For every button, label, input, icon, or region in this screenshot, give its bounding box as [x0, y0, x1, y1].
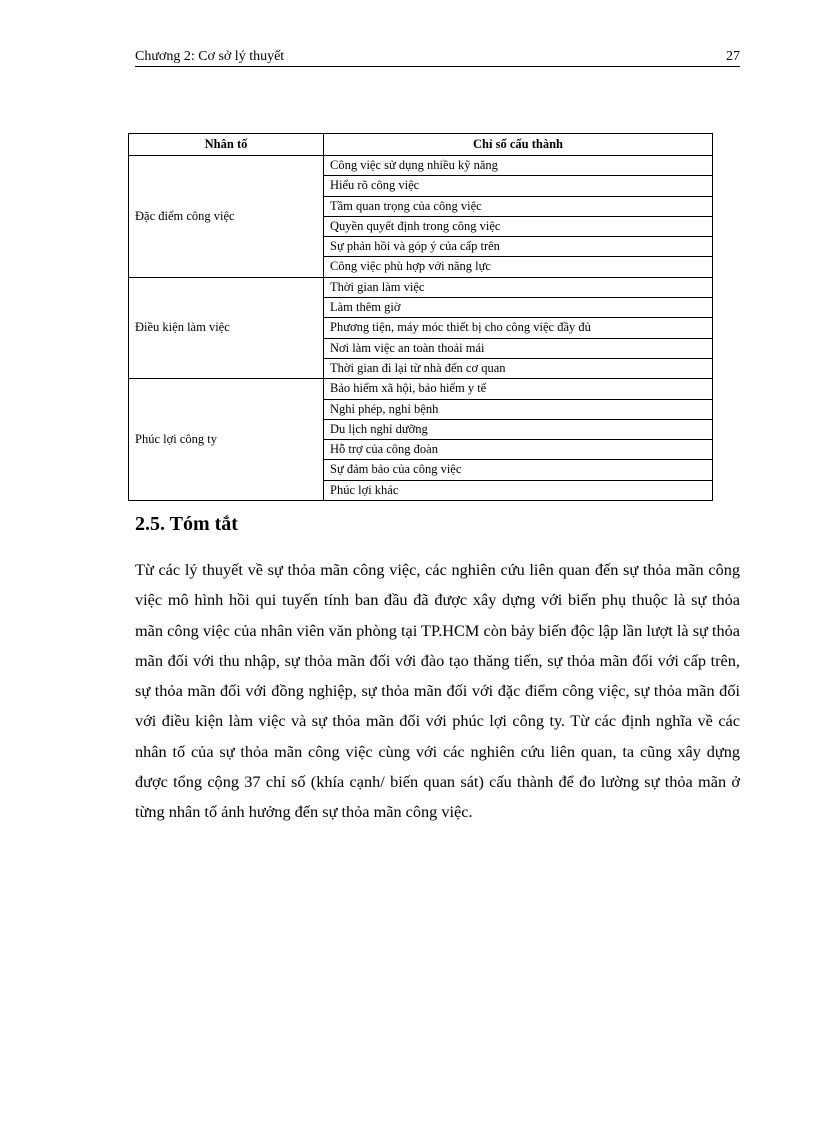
- indicator-cell: Phương tiện, máy móc thiết bị cho công việc đầy đủ: [324, 318, 713, 338]
- table-header-row: [129, 134, 713, 156]
- page-header: [135, 48, 740, 67]
- indicator-cell: Du lịch nghỉ dưỡng: [324, 419, 713, 439]
- page-number: 27: [726, 49, 740, 64]
- indicator-cell: Công việc sử dụng nhiều kỹ năng: [324, 156, 713, 176]
- indicator-cell: Sự đảm bảo của công việc: [324, 460, 713, 480]
- indicator-cell: Thời gian đi lại từ nhà đến cơ quan: [324, 358, 713, 378]
- indicator-cell: Quyền quyết định trong công việc: [324, 216, 713, 236]
- table-body: [129, 156, 713, 501]
- indicator-cell: Hỗ trợ của công đoàn: [324, 440, 713, 460]
- indicator-cell: Nơi làm việc an toàn thoải mái: [324, 338, 713, 358]
- indicator-cell: Phúc lợi khác: [324, 480, 713, 500]
- summary-paragraph: Từ các lý thuyết về sự thỏa mãn công việc, các nghiên cứu liên quan đến sự thỏa mãn công việc mô hình hồi qui tuyến tính ban đầu đã được xây dựng với biến phụ thuộc là sự thỏa mãn công việc của nhân viên văn phòng tại TP.HCM còn bảy biến độc lập lần lượt là sự thỏa mãn đối với thu nhập, sự thỏa mãn đối với đào tạo thăng tiến, sự thỏa mãn đối với cấp trên, sự thỏa mãn đối với đồng nghiệp, sự thỏa mãn đối với đặc điểm công việc, sự thỏa mãn đối với điều kiện làm việc và sự thỏa mãn đối với phúc lợi công ty. Từ các định nghĩa về các nhân tố của sự thỏa mãn công việc cùng với các nghiên cứu liên quan, ta cũng xây dựng được tổng cộng 37 chỉ số (khía cạnh/ biến quan sát) cấu thành để đo lường sự thỏa mãn ở từng nhân tố ảnh hưởng đến sự thỏa mãn công việc.: [135, 560, 740, 822]
- table-row: [129, 277, 713, 297]
- table-row: [129, 156, 713, 176]
- column-header-indicators: Chỉ số cấu thành: [324, 134, 713, 156]
- indicator-cell: Hiểu rõ công việc: [324, 176, 713, 196]
- indicator-cell: Bảo hiểm xã hội, bảo hiểm y tế: [324, 379, 713, 399]
- factor-cell: Điều kiện làm việc: [129, 277, 324, 378]
- table-row: [129, 379, 713, 399]
- chapter-title: Chương 2: Cơ sở lý thuyết: [135, 49, 285, 64]
- column-header-factor: Nhân tố: [129, 134, 324, 156]
- section-heading: 2.5. Tóm tắt: [135, 513, 238, 535]
- factor-cell: Đặc điểm công việc: [129, 156, 324, 278]
- indicator-cell: Thời gian làm việc: [324, 277, 713, 297]
- indicator-cell: Công việc phù hợp với năng lực: [324, 257, 713, 277]
- indicator-cell: Nghỉ phép, nghỉ bệnh: [324, 399, 713, 419]
- indicator-cell: Tầm quan trọng của công việc: [324, 196, 713, 216]
- factor-cell: Phúc lợi công ty: [129, 379, 324, 501]
- factors-table: [128, 133, 713, 501]
- indicator-cell: Làm thêm giờ: [324, 298, 713, 318]
- indicator-cell: Sự phản hồi và góp ý của cấp trên: [324, 237, 713, 257]
